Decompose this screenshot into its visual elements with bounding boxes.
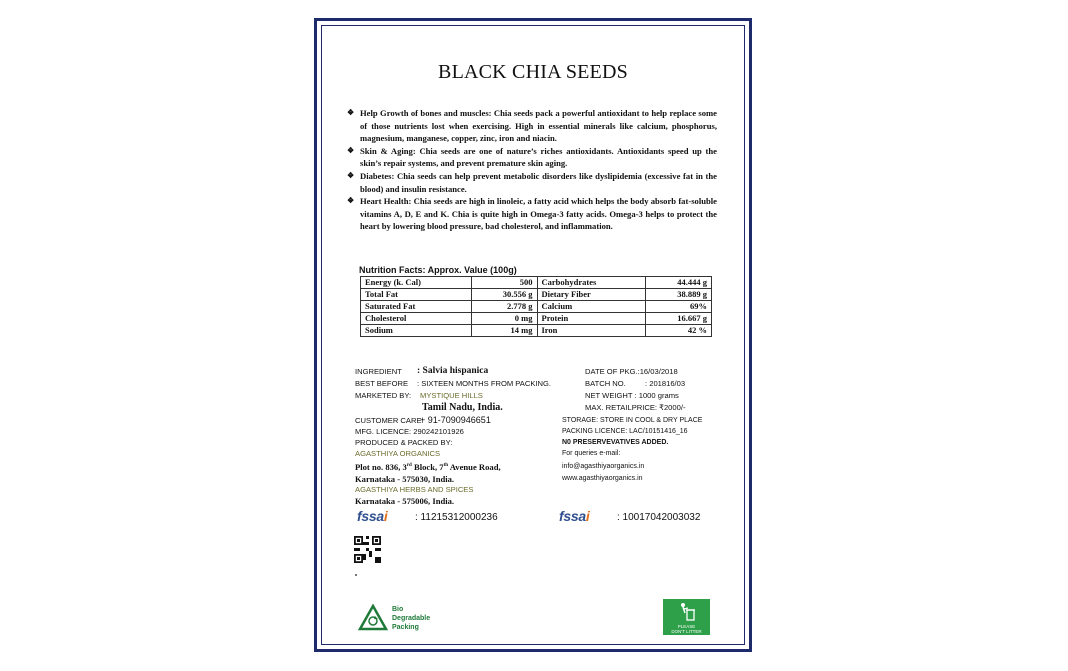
best-before-label: BEST BEFORE xyxy=(355,379,409,388)
table-row xyxy=(361,301,712,313)
marketed-by-state: Tamil Nadu, India. xyxy=(422,402,503,413)
nutrient-label: Saturated Fat xyxy=(361,301,472,313)
website-link[interactable]: www.agasthiyaorganics.in xyxy=(562,475,643,482)
customer-care-label: CUSTOMER CARE: xyxy=(355,416,424,425)
nutrient-label: Iron xyxy=(537,325,646,337)
nutrient-value: 42 % xyxy=(646,325,712,337)
nutrition-facts-title: Nutrition Facts: Approx. Value (100g) xyxy=(359,265,517,275)
diamond-bullet-icon: ❖ xyxy=(347,170,355,180)
max-retail-price: MAX. RETAILPRICE: ₹2000/- xyxy=(585,403,686,412)
product-title: BLACK CHIA SEEDS xyxy=(438,61,628,83)
date-of-packing: DATE OF PKG.:16/03/2018 xyxy=(585,367,678,376)
marketed-by-value: MYSTIQUE HILLS xyxy=(420,391,483,400)
customer-care-number: + 91-7090946651 xyxy=(420,415,491,425)
nutrient-value: 500 xyxy=(471,277,537,289)
nutrition-table xyxy=(360,276,712,337)
decorative-dot xyxy=(355,574,357,576)
nutrient-label: Cholesterol xyxy=(361,313,472,325)
producer-address: Plot no. 836, 3rd Block, 7th Avenue Road, xyxy=(355,461,501,472)
benefit-item: ❖ Skin & Aging: Chia seeds are one of nature’s riches antioxidants. Antioxidants speed up the skin’s repair systems, and prevent premature skin aging. xyxy=(347,145,717,169)
nutrient-label: Total Fat xyxy=(361,289,472,301)
fssai-number-left: : 11215312000236 xyxy=(415,512,498,523)
table-row xyxy=(361,313,712,325)
no-preservatives: N0 PRESERVEVATIVES ADDED. xyxy=(562,439,669,446)
diamond-bullet-icon: ❖ xyxy=(347,145,355,155)
nutrient-value: 30.556 g xyxy=(471,289,537,301)
table-row xyxy=(361,325,712,337)
batch-value: : 201816/03 xyxy=(645,379,686,388)
table-row xyxy=(361,277,712,289)
trash-bin-icon xyxy=(678,602,696,622)
nutrient-value: 69% xyxy=(646,301,712,313)
herbs-company-city: Karnataka - 575006, India. xyxy=(355,496,455,506)
nutrient-value: 38.889 g xyxy=(646,289,712,301)
qr-code-icon xyxy=(354,536,381,563)
nutrient-value: 16.667 g xyxy=(646,313,712,325)
benefit-item: ❖ Help Growth of bones and muscles: Chia seeds pack a powerful antioxidant to help replace some of those nutrients lost when exercising. High in essential minerals like calcium, phosphorus, magnesium, manganese, copper, zinc, iron and niacin. xyxy=(347,108,717,144)
best-before-value: : SIXTEEN MONTHS FROM PACKING. xyxy=(417,379,552,388)
producer-city: Karnataka - 575030, India. xyxy=(355,474,455,484)
diamond-bullet-icon: ❖ xyxy=(347,196,355,206)
producer-name: AGASTHIYA ORGANICS xyxy=(355,449,441,458)
bio-degradable-label: Bio Degradable Packing xyxy=(392,606,431,631)
benefit-item: ❖ Heart Health: Chia seeds are high in linoleic, a fatty acid which helps the body absorb fat-soluble vitamins A, D, E and K. Chia is quite high in Omega-3 fatty acids. Omega-3 helps to protect the heart by lowering blood pressure, bad cholesterol, and inflammation. xyxy=(347,196,717,232)
nutrient-label: Carbohydrates xyxy=(537,277,646,289)
fssai-logo: fssai xyxy=(357,508,388,524)
contact-email[interactable]: info@agasthiyaorganics.in xyxy=(562,463,645,470)
diamond-bullet-icon: ❖ xyxy=(347,108,355,117)
nutrient-label: Sodium xyxy=(361,325,472,337)
marketed-by-label: MARKETED BY: xyxy=(355,391,412,400)
nutrient-label: Protein xyxy=(537,313,646,325)
nutrient-value: 0 mg xyxy=(471,313,537,325)
queries-label: For queries e-mail: xyxy=(562,450,621,457)
benefits-list xyxy=(345,107,717,233)
packing-licence: PACKING LICENCE: LAC/10151416_16 xyxy=(562,428,688,435)
net-weight: NET WEIGHT : 1000 grams xyxy=(585,391,679,400)
table-row xyxy=(361,289,712,301)
mfg-licence: MFG. LICENCE: 290242101926 xyxy=(355,427,464,436)
nutrient-label: Calcium xyxy=(537,301,646,313)
recycle-icon xyxy=(358,604,388,631)
nutrient-value: 44.444 g xyxy=(646,277,712,289)
fssai-logo: fssai xyxy=(559,508,590,524)
product-label xyxy=(314,18,752,652)
produced-by-label: PRODUCED & PACKED BY: xyxy=(355,438,453,447)
dont-litter-badge: PLEASE DON'T LITTER xyxy=(663,599,710,635)
nutrient-label: Dietary Fiber xyxy=(537,289,646,301)
nutrient-value: 14 mg xyxy=(471,325,537,337)
nutrient-value: 2.778 g xyxy=(471,301,537,313)
storage-instructions: STORAGE: STORE IN COOL & DRY PLACE xyxy=(562,417,703,424)
herbs-company-name: AGASTHIYA HERBS AND SPICES xyxy=(355,485,474,494)
ingredient-value: : Salvia hispanica xyxy=(417,366,489,376)
ingredient-label: INGREDIENT xyxy=(355,367,402,376)
fssai-number-right: : 10017042003032 xyxy=(617,512,701,523)
benefit-item: ❖ Diabetes: Chia seeds can help prevent metabolic disorders like dyslipidemia (excessive fat in the blood) and insulin resistance. xyxy=(347,170,717,194)
batch-label: BATCH NO. xyxy=(585,379,626,388)
nutrient-label: Energy (k. Cal) xyxy=(361,277,472,289)
